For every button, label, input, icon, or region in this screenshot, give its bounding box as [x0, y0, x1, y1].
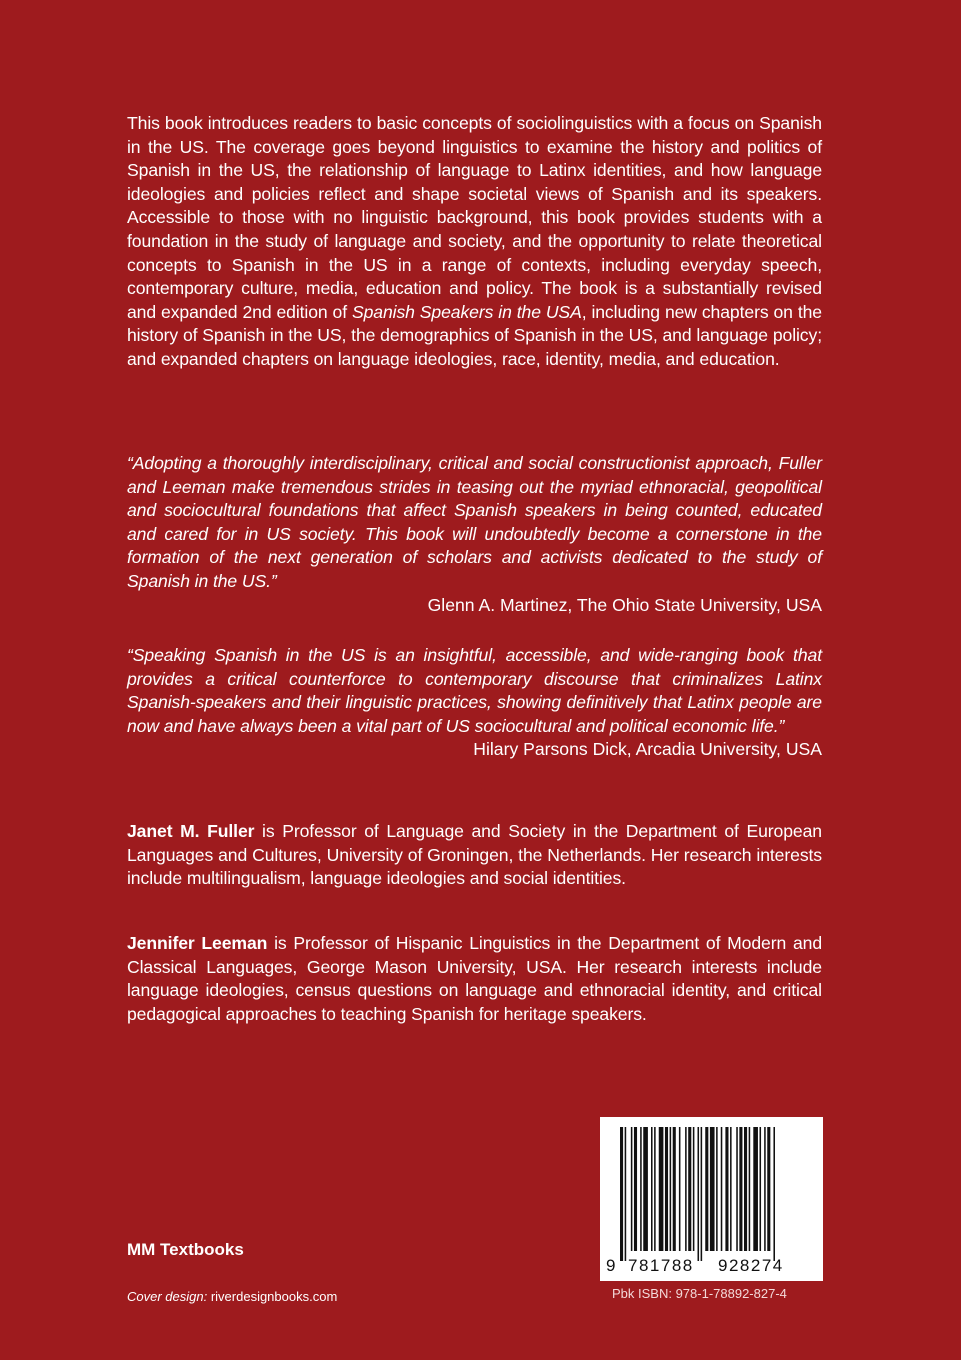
barcode-bar	[753, 1127, 758, 1251]
publisher-name: MM Textbooks	[127, 1240, 244, 1259]
barcode-bar	[739, 1127, 742, 1251]
barcode-bar	[665, 1127, 668, 1251]
barcode-bar	[679, 1127, 681, 1251]
cover-design-credit	[127, 1289, 337, 1304]
barcode-bar	[640, 1127, 642, 1251]
barcode-bar	[701, 1127, 703, 1261]
description-text-1: This book introduces readers to basic concepts of sociolinguistics with a focus on Spanish in the US. The coverage goes beyond linguistics to examine the history and politics of Spanish in the US, the relationship of language to Latinx identities, and how language ideologies and policies reflect and shape societal views of Spanish and its speakers. Accessible to those with no linguistic background, this book provides students with a foundation in the study of language and society, and the opportunity to relate theoretical concepts to Spanish in the US in a range of contexts, including everyday speech, contemporary culture, media, education and policy. The book is a substantially revised and expanded 2nd edition of	[127, 113, 822, 322]
endorsement-quote: “Speaking Spanish in the US is an insightful, accessible, and wide-ranging book that provides a critical counterforce to contemporary discourse that criminalizes Latinx Spanish-speakers and their linguistic practices, showing definitively that Latinx people are now and have always been a vital part of US sociocultural and political economic life.”	[127, 645, 822, 736]
barcode-bar	[631, 1127, 633, 1251]
barcode-bar	[730, 1127, 732, 1251]
barcode-digits-right: 928274	[718, 1256, 784, 1275]
barcode-bar	[725, 1127, 728, 1251]
barcode-bar	[634, 1127, 637, 1251]
description-text-2: , including new chapters on the history of Spanish in the US, the demographics of Spanish in the US, and language policy; and expanded chapters on language ideologies, race, identity, media, and education.	[127, 301, 822, 369]
barcode-bar	[625, 1127, 627, 1261]
barcode-bar	[673, 1127, 676, 1251]
barcode-bar	[620, 1127, 623, 1261]
barcode-bar	[651, 1127, 653, 1251]
barcode-bar	[654, 1127, 656, 1251]
barcode-bar	[744, 1127, 747, 1251]
barcode-bar	[767, 1127, 770, 1251]
barcode-bar	[705, 1127, 708, 1251]
isbn-number: Pbk ISBN: 978-1-78892-827-4	[612, 1286, 787, 1301]
author-bio-leeman	[127, 932, 822, 1026]
book-description	[127, 112, 822, 372]
barcode-bar	[693, 1127, 695, 1251]
credit-label: Cover design:	[127, 1289, 208, 1304]
barcode-bar	[736, 1127, 738, 1251]
isbn-barcode	[600, 1117, 823, 1281]
barcode-bar	[710, 1127, 715, 1251]
barcode-bar	[749, 1127, 751, 1251]
author-name: Janet M. Fuller	[127, 821, 255, 841]
barcode-bar	[773, 1127, 775, 1261]
barcode-bar	[760, 1127, 762, 1251]
barcode-bar	[670, 1127, 672, 1251]
barcode-bar	[643, 1127, 648, 1251]
endorsement-1	[127, 452, 822, 617]
book-title-italic: Spanish Speakers in the USA	[351, 301, 582, 322]
author-bio-text: is Professor of Language and Society in the Department of European Languages and Cultures, University of Groningen, the Netherlands. Her research interests include multilingualism, language ideologies and social identities.	[127, 821, 822, 889]
endorsement-quote: “Adopting a thoroughly interdisciplinary, critical and social constructionist approach, Fuller and Leeman make tremendous strides in teasing out the myriad ethnoracial, geopolitical and sociocultural foundations that affect Spanish speakers in being counted, educated and cared for in US society. This book will undoubtedly become a cornerstone in the formation of the next generation of scholars and activists dedicated to the study of Spanish in the US.”	[127, 453, 822, 591]
endorsement-2	[127, 644, 822, 762]
barcode-bar	[698, 1127, 700, 1261]
barcode-digits-left: 781788	[628, 1256, 694, 1275]
author-bio-fuller	[127, 820, 822, 891]
author-bio-text: is Professor of Hispanic Linguistics in the Department of Modern and Classical Languages, George Mason University, USA. Her research interests include language ideologies, census questions on language and ethnoracial identity, and critical pedagogical approaches to teaching Spanish for heritage speakers.	[127, 933, 823, 1024]
barcode-bar	[721, 1127, 723, 1251]
barcode-bar	[716, 1127, 718, 1251]
endorsement-attribution: Glenn A. Martinez, The Ohio State University, USA	[427, 594, 822, 615]
barcode-bar	[764, 1127, 766, 1251]
endorsement-attribution: Hilary Parsons Dick, Arcadia University, USA	[473, 739, 822, 760]
barcode-bar	[688, 1127, 691, 1251]
credit-value: riverdesignbooks.com	[207, 1289, 338, 1304]
author-name: Jennifer Leeman	[127, 933, 268, 953]
barcode-bar	[659, 1127, 664, 1251]
barcode-first-digit: 9	[606, 1256, 616, 1275]
barcode-bar	[685, 1127, 687, 1251]
